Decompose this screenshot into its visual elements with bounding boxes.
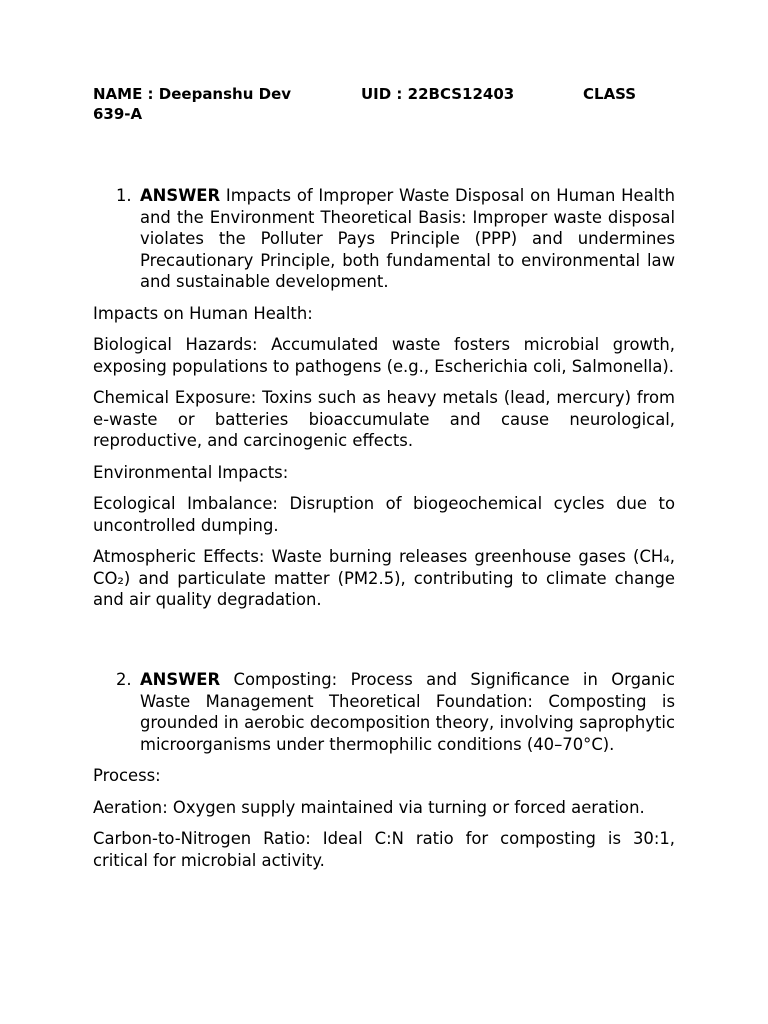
answer-section-1 [93,185,675,621]
section-heading: Process: [93,766,161,785]
answer-label: ANSWER [140,670,221,689]
paragraph: Carbon-to-Nitrogen Ratio: Ideal C:N ratio for composting is 30:1, critical for microbial activity. [93,829,675,870]
section-heading: Environmental Impacts: [93,462,289,482]
student-uid: UID : 22BCS12403 [361,85,515,103]
list-number: 1. [116,186,132,205]
answer-2-intro-text: Composting: Process and Significance in Organic Waste Management Theoretical Foundation: Composting is grounded in aerobic decomposition theory, involving saprophytic microorganisms under thermophilic conditions (40–70°C). [140,670,675,754]
student-header [93,84,653,124]
student-name: NAME : Deepanshu Dev [93,85,292,103]
answer-section-2 [93,669,675,881]
list-number: 2. [116,670,132,689]
paragraph: Biological Hazards: Accumulated waste fosters microbial growth, exposing populations to pathogens (e.g., Escherichia coli, Salmonella). [93,335,675,376]
answer-1-intro-text: Impacts of Improper Waste Disposal on Human Health and the Environment Theoretical Basis: Improper waste disposal violates the Polluter Pays Principle (PPP) and undermines Precautionary Principle, both fundamental to environmental law and sustainable development. [140,186,675,291]
answer-label: ANSWER [140,186,221,205]
paragraph: Aeration: Oxygen supply maintained via turning or forced aeration. [93,797,645,817]
paragraph: Ecological Imbalance: Disruption of biogeochemical cycles due to uncontrolled dumping. [93,494,675,535]
paragraph: Chemical Exposure: Toxins such as heavy metals (lead, mercury) from e-waste or batteries bioaccumulate and cause neurological, reproductive, and carcinogenic effects. [93,388,675,450]
class-value: 639-A [93,105,143,123]
answer-2-intro [93,669,675,755]
section-heading: Impacts on Human Health: [93,303,313,323]
paragraph: Atmospheric Effects: Waste burning releases greenhouse gases (CH₄, CO₂) and particulate matter (PM2.5), contributing to climate change and air quality degradation. [93,547,675,609]
class-label: CLASS [583,85,637,103]
answer-1-intro [93,185,675,293]
